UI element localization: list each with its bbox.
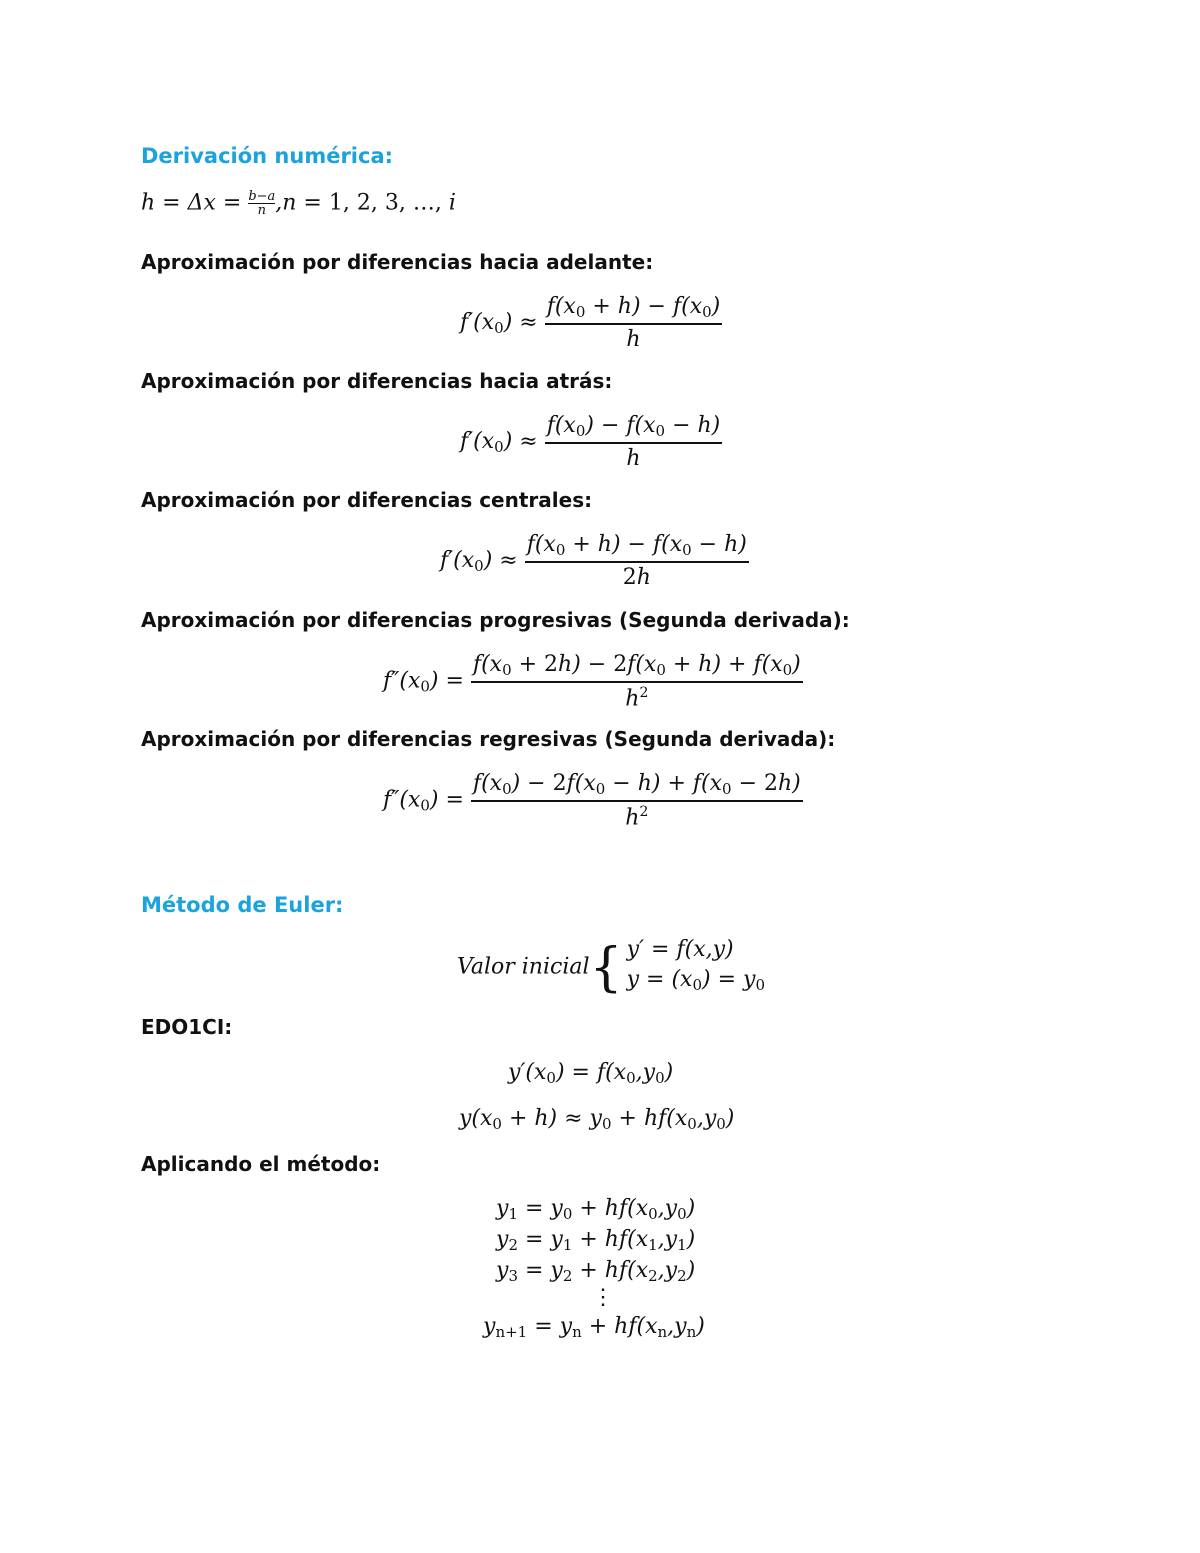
h-def-last: i	[448, 190, 456, 216]
formula-y1: $y_1 = y_0 + hf(x_0,y_0)$	[496, 1196, 696, 1223]
formula-central-difference: $f'(x_0)$ ≈ $\frac{f(x_0 + h) - f(x_0 - h)}{2h}$	[440, 532, 747, 590]
initial-value-system: y′ = f(x,y) $y = (x_0) = y_0$	[626, 937, 765, 994]
label-edo1ci: EDO1CI:	[141, 1015, 233, 1039]
label-regresivas: Aproximación por diferencias regresivas (Segunda derivada):	[141, 727, 836, 751]
label-centrales: Aproximación por diferencias centrales:	[141, 488, 593, 512]
label-aplicando: Aplicando el método:	[141, 1152, 381, 1176]
label-progresivas: Aproximación por diferencias progresivas (Segunda derivada):	[141, 608, 850, 632]
h-def-fraction: $\frac{b-a}{n}$	[248, 189, 276, 218]
formula-yn-plus-1: $y_{n+1} = y_n + hf(x_n,y_n)$	[483, 1314, 705, 1341]
left-brace: {	[589, 937, 623, 998]
formula-h-definition	[141, 190, 456, 217]
formula-forward-difference: $f'(x_0)$ ≈ $\frac{f(x_0 + h) - f(x_0)}{h}$	[460, 294, 721, 352]
formula-second-forward: $f''(x_0)$ = $\frac{f(x_0 + 2h) - 2f(x_0 + h) + f(x_0)}{h^2}$	[383, 652, 801, 712]
formula-initial-value	[457, 935, 765, 1000]
vertical-ellipsis: ⋮	[592, 1285, 614, 1310]
formula-euler-step: $y(x_0 + h) \approx y_0 + hf(x_0,y_0)$	[459, 1106, 735, 1133]
valor-inicial-text: Valor inicial	[457, 954, 590, 980]
h-def-values: 1, 2, 3, …,	[328, 190, 449, 216]
h-def-lhs: h = Δx =	[141, 190, 249, 216]
formula-backward-difference: $f'(x_0)$ ≈ $\frac{f(x_0) - f(x_0 - h)}{h}$	[460, 413, 721, 471]
formula-derivative-at-x0: $y'(x_0) = f(x_0,y_0)$	[508, 1060, 674, 1087]
formula-second-backward: $f''(x_0)$ = $\frac{f(x_0) - 2f(x_0 - h) + f(x_0 - 2h)}{h^2}$	[383, 771, 801, 831]
label-atras: Aproximación por diferencias hacia atrás:	[141, 369, 613, 393]
section-heading-derivacion: Derivación numérica:	[141, 144, 394, 168]
formula-y3: $y_3 = y_2 + hf(x_2,y_2)$	[496, 1258, 696, 1285]
label-adelante: Aproximación por diferencias hacia adelante:	[141, 250, 654, 274]
h-def-n: ,n =	[275, 190, 329, 216]
formula-y2: $y_2 = y_1 + hf(x_1,y_1)$	[496, 1227, 696, 1254]
section-heading-euler: Método de Euler:	[141, 893, 344, 917]
